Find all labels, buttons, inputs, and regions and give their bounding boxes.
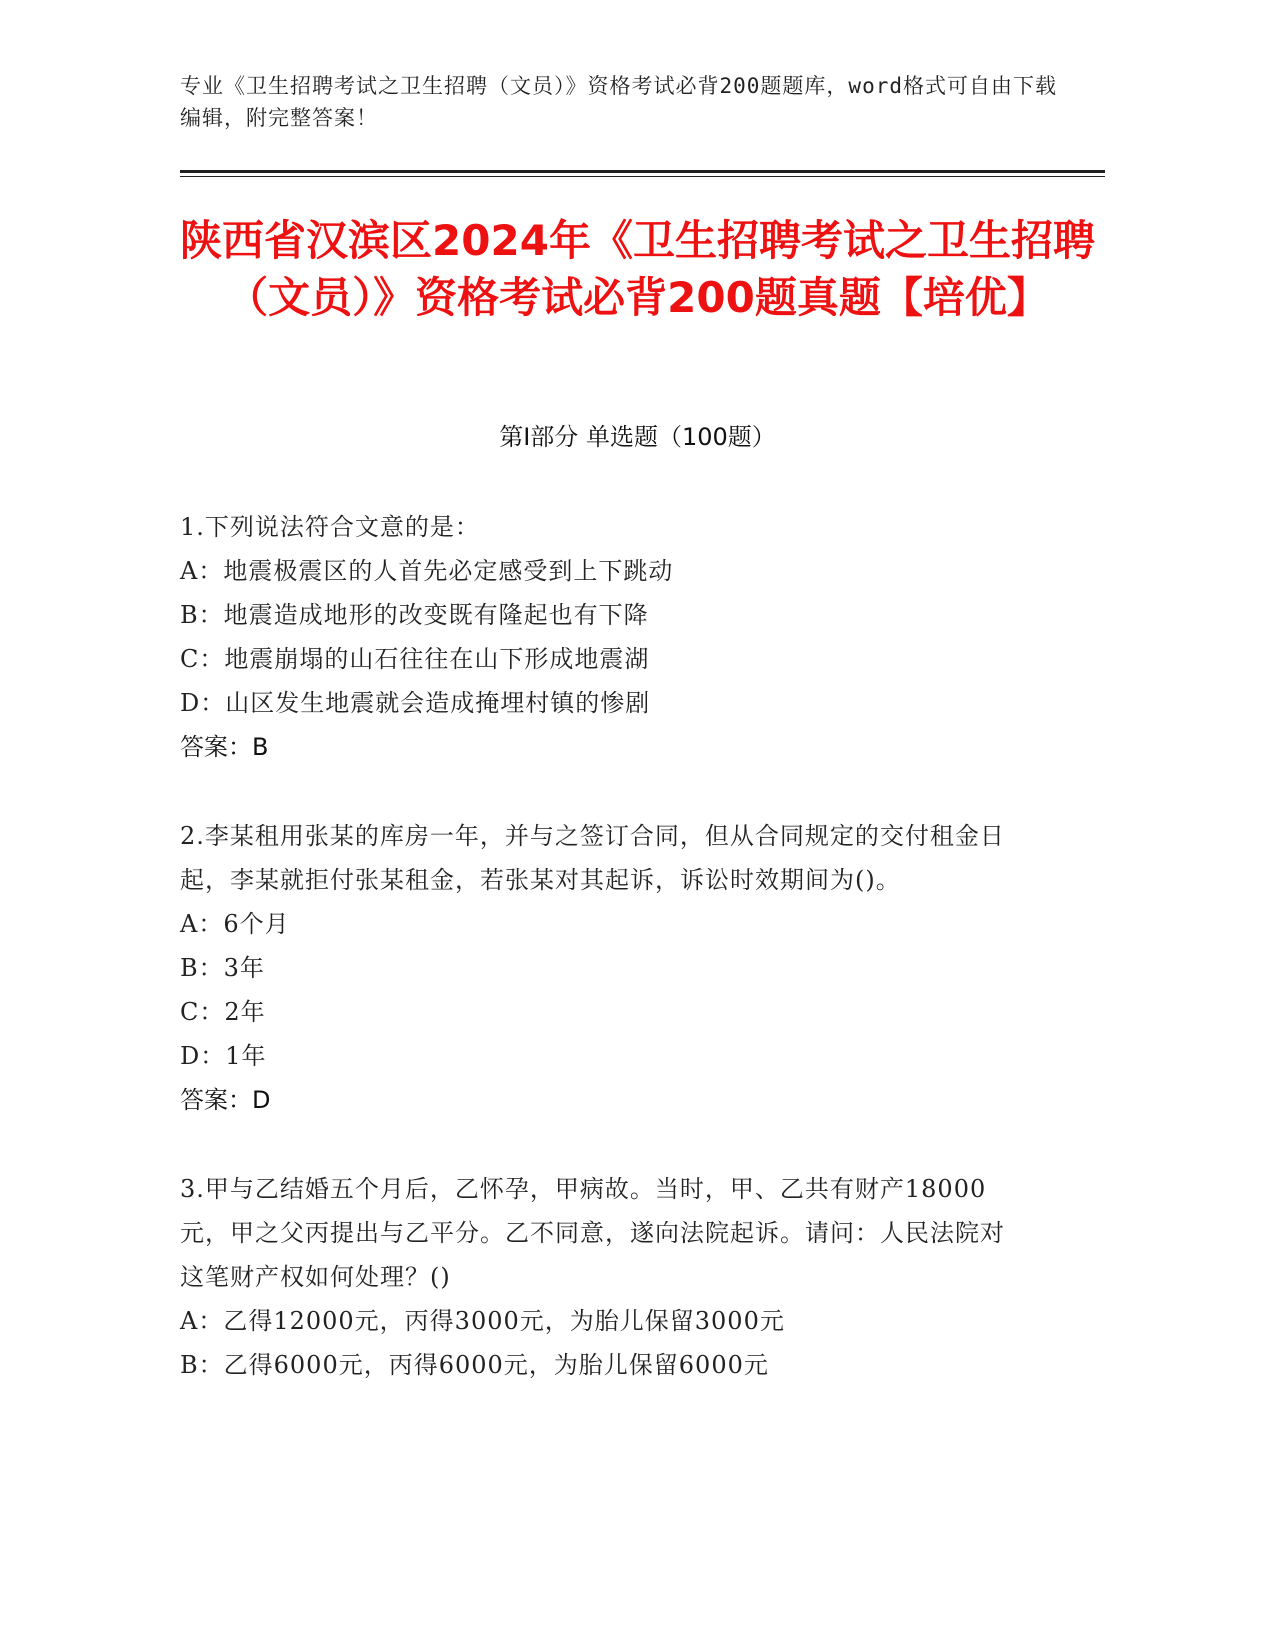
question-1	[180, 505, 1025, 769]
option-b: B：地震造成地形的改变既有隆起也有下降	[180, 601, 649, 629]
option-a: A：乙得12000元，丙得3000元，为胎儿保留3000元	[180, 1307, 785, 1335]
option-a: A：地震极震区的人首先必定感受到上下跳动	[180, 557, 674, 585]
option-d: D：1年	[180, 1042, 267, 1070]
option-c: C：地震崩塌的山石往往在山下形成地震湖	[180, 645, 650, 673]
option-d: D：山区发生地震就会造成掩埋村镇的惨剧	[180, 689, 651, 717]
header-rule-thin	[180, 176, 1105, 177]
header-rule-thick	[180, 170, 1105, 173]
answer-line: 答案：B	[180, 733, 269, 761]
option-b: B：乙得6000元，丙得6000元，为胎儿保留6000元	[180, 1351, 769, 1379]
option-a: A：6个月	[180, 910, 290, 938]
question-stem: 1.下列说法符合文意的是：	[180, 513, 480, 541]
option-c: C：2年	[180, 998, 266, 1026]
question-stem: 2.李某租用张某的库房一年，并与之签订合同，但从合同规定的交付租金日起，李某就拒付张某租金，若张某对其起诉，诉讼时效期间为()。	[180, 822, 1005, 894]
question-list	[180, 505, 1025, 1432]
option-b: B：3年	[180, 954, 265, 982]
header-note: 专业《卫生招聘考试之卫生招聘（文员）》资格考试必背200题题库，word格式可自由下载编辑，附完整答案！	[180, 74, 1057, 130]
document-title: 陕西省汉滨区2024年《卫生招聘考试之卫生招聘（文员）》资格考试必背200题真题【培优】	[180, 216, 1095, 322]
section-heading: 第I部分 单选题（100题）	[499, 423, 776, 451]
question-stem: 3.甲与乙结婚五个月后，乙怀孕，甲病故。当时，甲、乙共有财产18000元，甲之父丙提出与乙平分。乙不同意，遂向法院起诉。请问：人民法院对这笔财产权如何处理？()	[180, 1175, 1005, 1291]
question-3	[180, 1167, 1025, 1387]
question-2	[180, 814, 1025, 1122]
answer-line: 答案：D	[180, 1086, 271, 1114]
